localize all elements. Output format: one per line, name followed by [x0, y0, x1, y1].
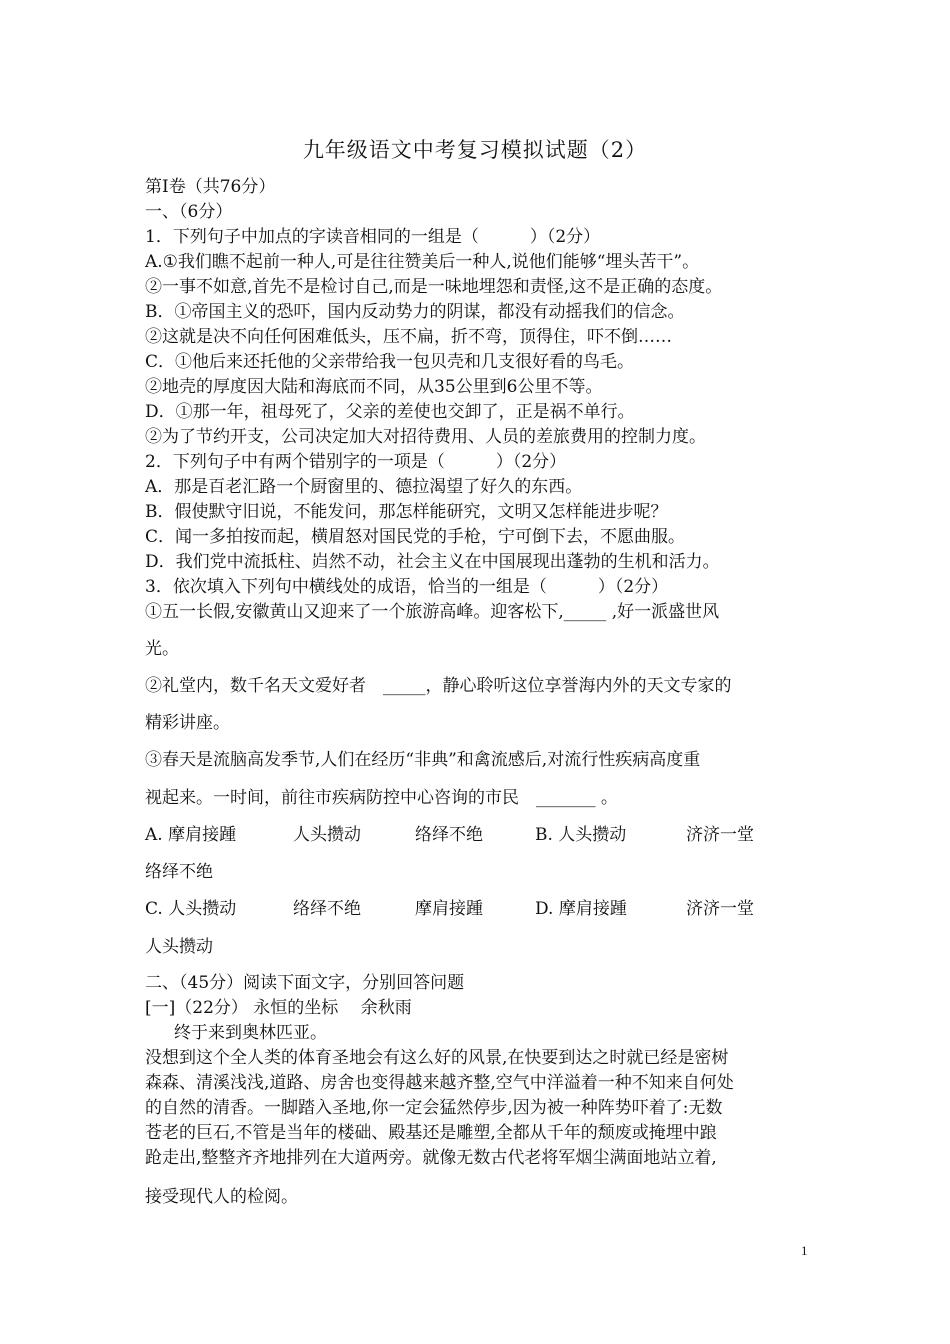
q1-option-d-1: D．①那一年，祖母死了，父亲的差使也交卸了，正是祸不单行。 [145, 402, 635, 422]
q3-option-b-3: 络绎不绝 [145, 862, 213, 882]
q3-option-d-3: 人头攒动 [145, 937, 213, 957]
q3-sentence-2: ②礼堂内，数千名天文爱好者 _____，静心聆听这位享誉海内外的天文专家的 [145, 676, 732, 696]
q1-option-c-1: C．①他后来还托他的父亲带给我一包贝壳和几支很好看的鸟毛。 [145, 352, 635, 372]
reading-passage-title: [一]（22分） 永恒的坐标 余秋雨 [145, 998, 412, 1018]
q1-option-a-1: A.①我们瞧不起前一种人,可是往往赞美后一种人,说他们能够“埋头苦干”。 [145, 252, 700, 272]
q2-option-b: B．假使默守旧说，不能发问，那怎样能研究，文明又怎样能进步呢？ [145, 502, 668, 522]
document-title: 九年级语文中考复习模拟试题（2） [302, 138, 648, 162]
part-two-header: 二、（45分）阅读下面文字，分别回答问题 [145, 973, 465, 993]
question-1: 1．下列句子中加点的字读音相同的一组是（ ）（2分） [145, 227, 601, 247]
q3-sentence-3-cont: 视起来。一时间，前往市疾病防控中心咨询的市民 _______ 。 [145, 788, 618, 808]
q1-option-b-1: B．①帝国主义的恐吓，国内反动势力的阴谋，都没有动摇我们的信念。 [145, 302, 685, 322]
q1-option-c-2: ②地壳的厚度因大陆和海底而不同，从35公里到6公里不等。 [145, 377, 603, 397]
q3-sentence-1-cont: 光。 [145, 639, 179, 659]
passage-line-1: 终于来到奥林匹亚。 [174, 1023, 327, 1043]
q3-option-d-2: 济济一堂 [686, 899, 754, 919]
q3-option-a-3: 络绎不绝 [415, 825, 483, 845]
passage-line-4: 的自然的清香。一脚踏入圣地,你一定会猛然停步,因为被一种阵势吓着了:无数 [145, 1098, 723, 1118]
page-number: 1 [801, 1243, 808, 1258]
q2-option-c: C．闻一多拍按而起，横眉怒对国民党的手枪，宁可倒下去，不愿曲服。 [145, 527, 686, 547]
q3-option-d-1: D. 摩肩接踵 [535, 899, 627, 919]
passage-line-2: 没想到这个全人类的体育圣地会有这么好的风景,在快要到达之时就已经是密树 [145, 1048, 729, 1068]
q3-option-a-1: A. 摩肩接踵 [145, 825, 237, 845]
q3-option-b-1: B. 人头攒动 [535, 825, 627, 845]
q3-sentence-1: ①五一长假,安徽黄山又迎来了一个旅游高峰。迎客松下,_____ ,好一派盛世风 [145, 602, 720, 622]
q1-option-d-2: ②为了节约开支，公司决定加大对招待费用、人员的差旅费用的控制力度。 [145, 427, 706, 447]
section-header: 第Ⅰ卷（共76分） [145, 177, 276, 197]
part-header: 一、（6分） [145, 202, 233, 222]
q2-option-a: A．那是百老汇路一个厨窗里的、德拉渴望了好久的东西。 [145, 477, 583, 497]
q3-option-b-2: 济济一堂 [686, 825, 754, 845]
q3-option-c-2: 络绎不绝 [293, 899, 361, 919]
q1-option-a-2: ②一事不如意,首先不是检讨自己,而是一味地埋怨和责怪,这不是正确的态度。 [145, 277, 723, 297]
q3-option-a-2: 人头攒动 [293, 825, 361, 845]
passage-line-3: 森森、清溪浅浅,道路、房舍也变得越来越齐整,空气中洋溢着一种不知来自何处 [145, 1073, 734, 1093]
q1-option-b-2: ②这就是决不向任何困难低头，压不扁，折不弯，顶得住，吓不倒…… [145, 327, 672, 347]
question-3: 3．依次填入下列句中横线处的成语，恰当的一组是（ ）（2分） [145, 577, 669, 597]
passage-line-7: 接受现代人的检阅。 [145, 1187, 298, 1207]
passage-line-5: 苍老的巨石,不管是当年的楼础、殿基还是雕塑,全都从千年的颓废或掩埋中踉 [145, 1123, 717, 1143]
passage-line-6: 跄走出,整整齐齐地排列在大道两旁。就像无数古代老将军烟尘满面地站立着, [145, 1148, 717, 1168]
question-2: 2．下列句子中有两个错别字的一项是（ ）（2分） [145, 452, 567, 472]
q3-option-c-1: C. 人头攒动 [145, 899, 237, 919]
q2-option-d: D．我们党中流抵柱、岿然不动，社会主义在中国展现出蓬勃的生机和活力。 [145, 552, 720, 572]
q3-option-c-3: 摩肩接踵 [415, 899, 483, 919]
q3-sentence-3: ③春天是流脑高发季节,人们在经历“非典”和禽流感后,对流行性疾病高度重 [145, 750, 701, 770]
q3-sentence-2-cont: 精彩讲座。 [145, 713, 230, 733]
